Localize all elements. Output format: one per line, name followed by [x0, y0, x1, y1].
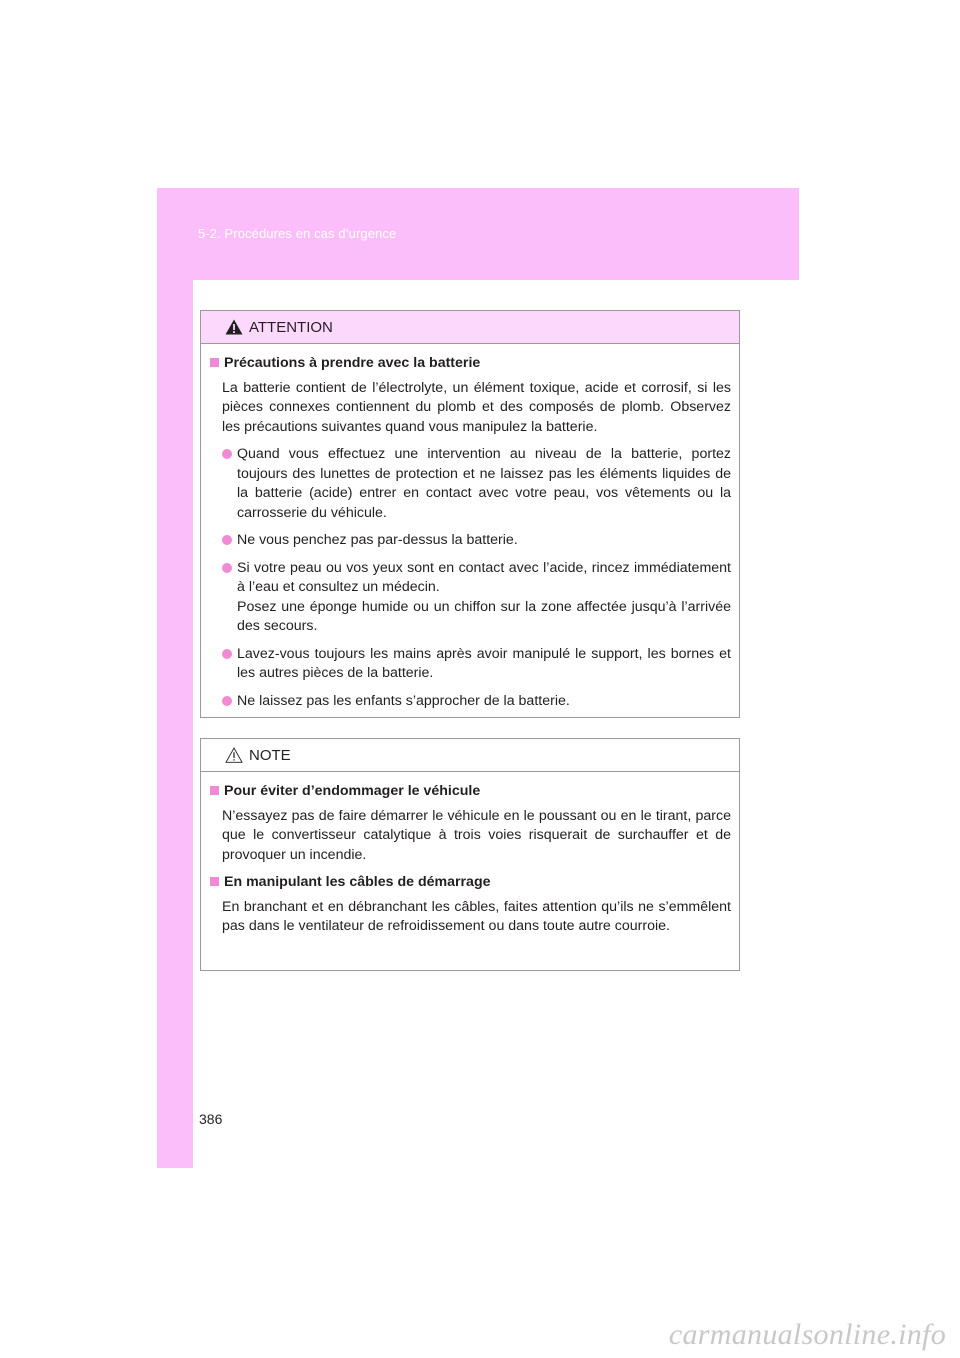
list-item-text: Ne vous penchez pas par-dessus la batterie. — [237, 532, 518, 548]
square-bullet-icon — [210, 358, 219, 367]
note-subheading — [210, 873, 731, 893]
page-number: 386 — [199, 1111, 223, 1127]
attention-title: ATTENTION — [249, 318, 333, 336]
attention-heading-text: Précautions à prendre avec la batterie — [224, 355, 481, 371]
round-bullet-icon — [222, 449, 232, 459]
attention-body — [201, 344, 739, 711]
list-item-text — [237, 559, 731, 637]
list-item-text-line1: Si votre peau ou vos yeux sont en contact avec l’acide, rincez immédiatement à l’eau et consultez un médecin. — [237, 559, 731, 595]
note-body — [201, 772, 739, 937]
warning-triangle-outline-icon — [225, 747, 243, 763]
round-bullet-icon — [222, 563, 232, 573]
attention-intro: La batterie contient de l’électrolyte, un élément toxique, acide et corrosif, si les pièces connexes contiennent du plomb et des composés de plomb. Observez les précautions suivantes quand vous manipulez la batterie. — [222, 379, 731, 435]
round-bullet-icon — [222, 696, 232, 706]
list-item — [210, 559, 731, 637]
list-item — [210, 445, 731, 523]
chapter-side-strip — [157, 188, 193, 1168]
round-bullet-icon — [222, 649, 232, 659]
note-header — [201, 739, 739, 772]
note-paragraph: En branchant et en débranchant les câbles, faites attention qu’ils ne s’emmêlent pas dans le ventilateur de refroidissement ou dans toute autre courroie. — [222, 898, 731, 934]
warning-triangle-filled-icon — [225, 319, 243, 335]
note-box — [200, 738, 740, 971]
attention-subheading — [210, 354, 731, 374]
round-bullet-icon — [222, 535, 232, 545]
list-item-text: Lavez-vous toujours les mains après avoir manipulé le support, les bornes et les autres pièces de la batterie. — [237, 645, 731, 681]
list-item — [210, 692, 731, 712]
list-item-text: Quand vous effectuez une intervention au niveau de la batterie, portez toujours des lunettes de protection et ne laissez pas les éléments liquides de la batterie (acide) entrer en contact avec votre peau, vos vêtements ou la carrosserie du véhicule. — [237, 446, 731, 521]
note-heading-text: En manipulant les câbles de démarrage — [224, 874, 491, 890]
note-subheading — [210, 782, 731, 802]
attention-box — [200, 310, 740, 718]
note-title: NOTE — [249, 746, 291, 764]
list-item — [210, 531, 731, 551]
list-item-text-line2: Posez une éponge humide ou un chiffon sur la zone affectée jusqu’à l’arrivée des secours. — [237, 598, 731, 634]
square-bullet-icon — [210, 786, 219, 795]
attention-header — [201, 311, 739, 344]
list-item — [210, 645, 731, 684]
watermark-logo: carmanualsonline.info — [668, 1318, 946, 1351]
list-item-text: Ne laissez pas les enfants s’approcher de la batterie. — [237, 692, 570, 709]
section-title: 5-2. Procédures en cas d’urgence — [198, 226, 397, 241]
note-heading-text: Pour éviter d’endommager le véhicule — [224, 783, 481, 799]
square-bullet-icon — [210, 877, 219, 886]
note-paragraph: N’essayez pas de faire démarrer le véhicule en le poussant ou en le tirant, parce que le convertisseur catalytique à trois voies risquerait de surchauffer et de provoquer un incendie. — [222, 807, 731, 863]
